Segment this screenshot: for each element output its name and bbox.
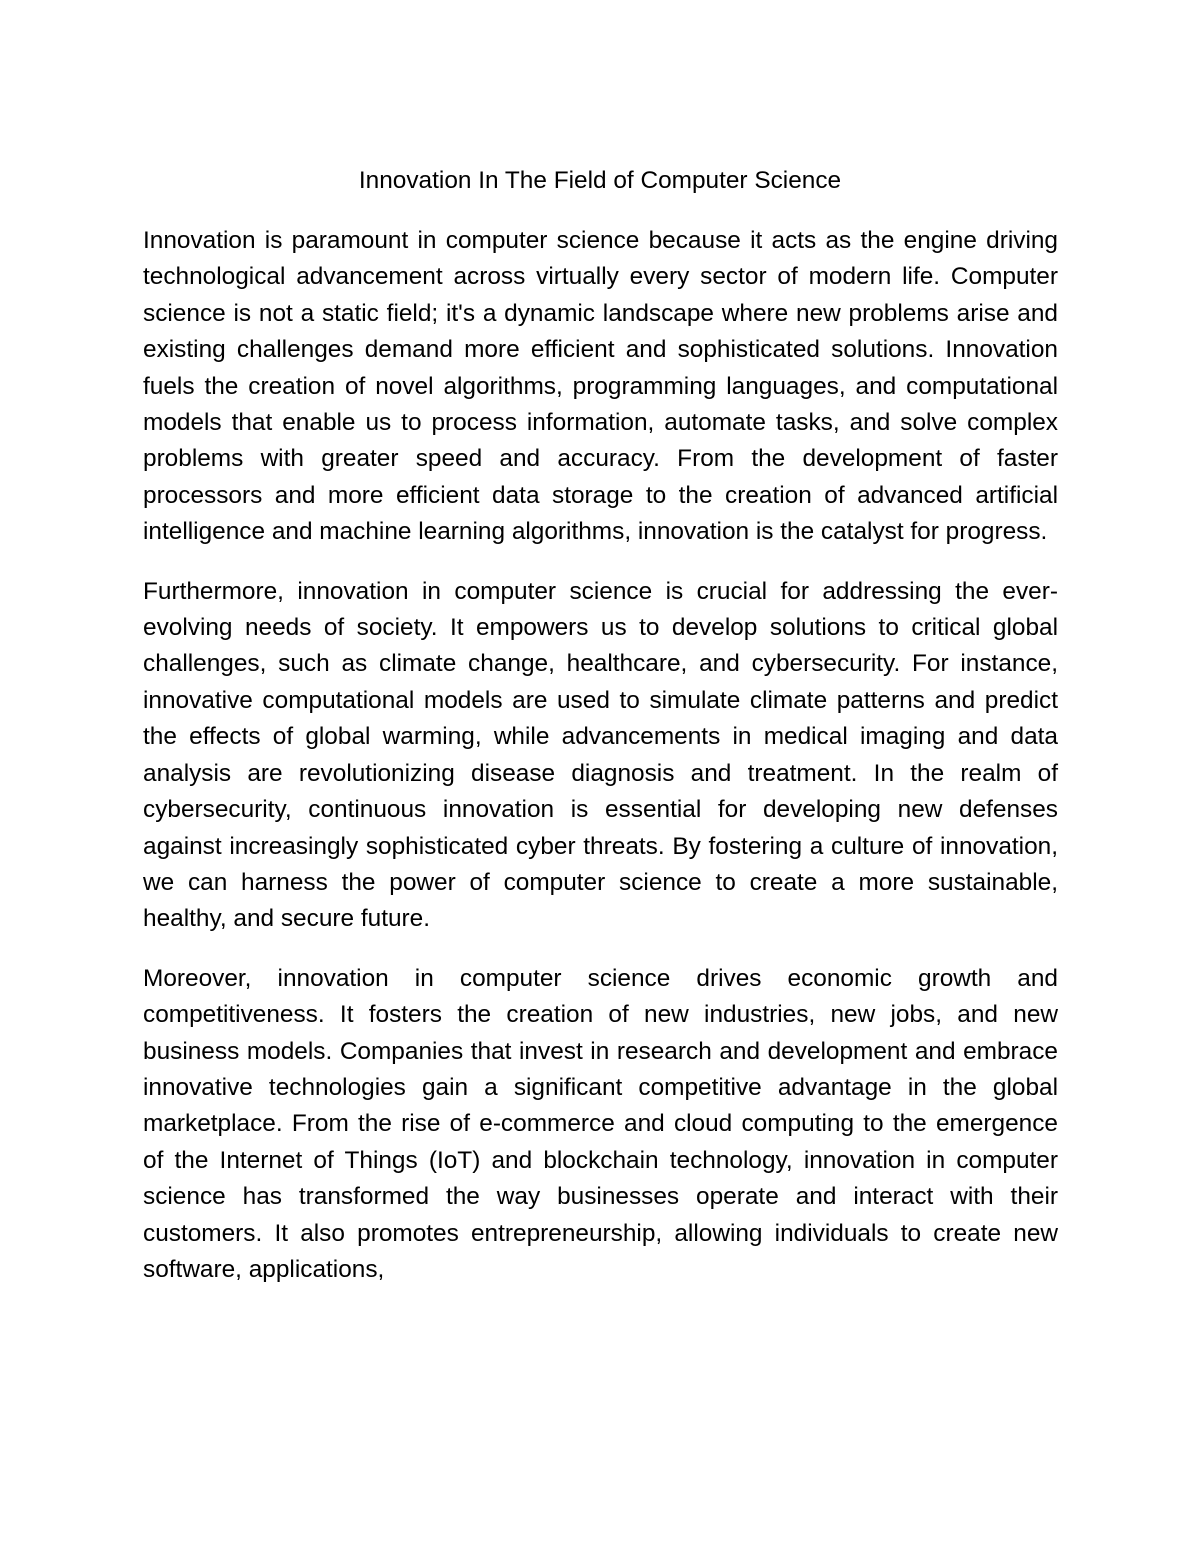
paragraph-3: Moreover, innovation in computer science drives economic growth and competitiveness. It fosters the creation of new industries, new jobs, and new business models. Companies that invest in research and development and embrace innovative technologies gain a significant competitive advantage in the global marketplace. From the rise of e-commerce and cloud computing to the emergence of the Internet of Things (IoT) and blockchain technology, innovation in computer science has transformed the way businesses operate and interact with their customers. It also promotes entrepreneurship, allowing individuals to create new software, applications, [143, 964, 1058, 1283]
paragraph-2: Furthermore, innovation in computer science is crucial for addressing the ever-evolving needs of society. It empowers us to develop solutions to critical global challenges, such as climate change, healthcare, and cybersecurity. For instance, innovative computational models are used to simulate climate patterns and predict the effects of global warming, while advancements in medical imaging and data analysis are revolutionizing disease diagnosis and treatment. In the realm of cybersecurity, continuous innovation is essential for developing new defenses against increasingly sophisticated cyber threats. By fostering a culture of innovation, we can harness the power of computer science to create a more sustainable, healthy, and secure future. [143, 577, 1058, 933]
document-body [143, 223, 1058, 1311]
document-title: Innovation In The Field of Computer Science [358, 167, 842, 194]
paragraph-1: Innovation is paramount in computer science because it acts as the engine driving technological advancement across virtually every sector of modern life. Computer science is not a static field; it's a dynamic landscape where new problems arise and existing challenges demand more efficient and sophisticated solutions. Innovation fuels the creation of novel algorithms, programming languages, and computational models that enable us to process information, automate tasks, and solve complex problems with greater speed and accuracy. From the development of faster processors and more efficient data storage to the creation of advanced artificial intelligence and machine learning algorithms, innovation is the catalyst for progress. [143, 227, 1058, 546]
